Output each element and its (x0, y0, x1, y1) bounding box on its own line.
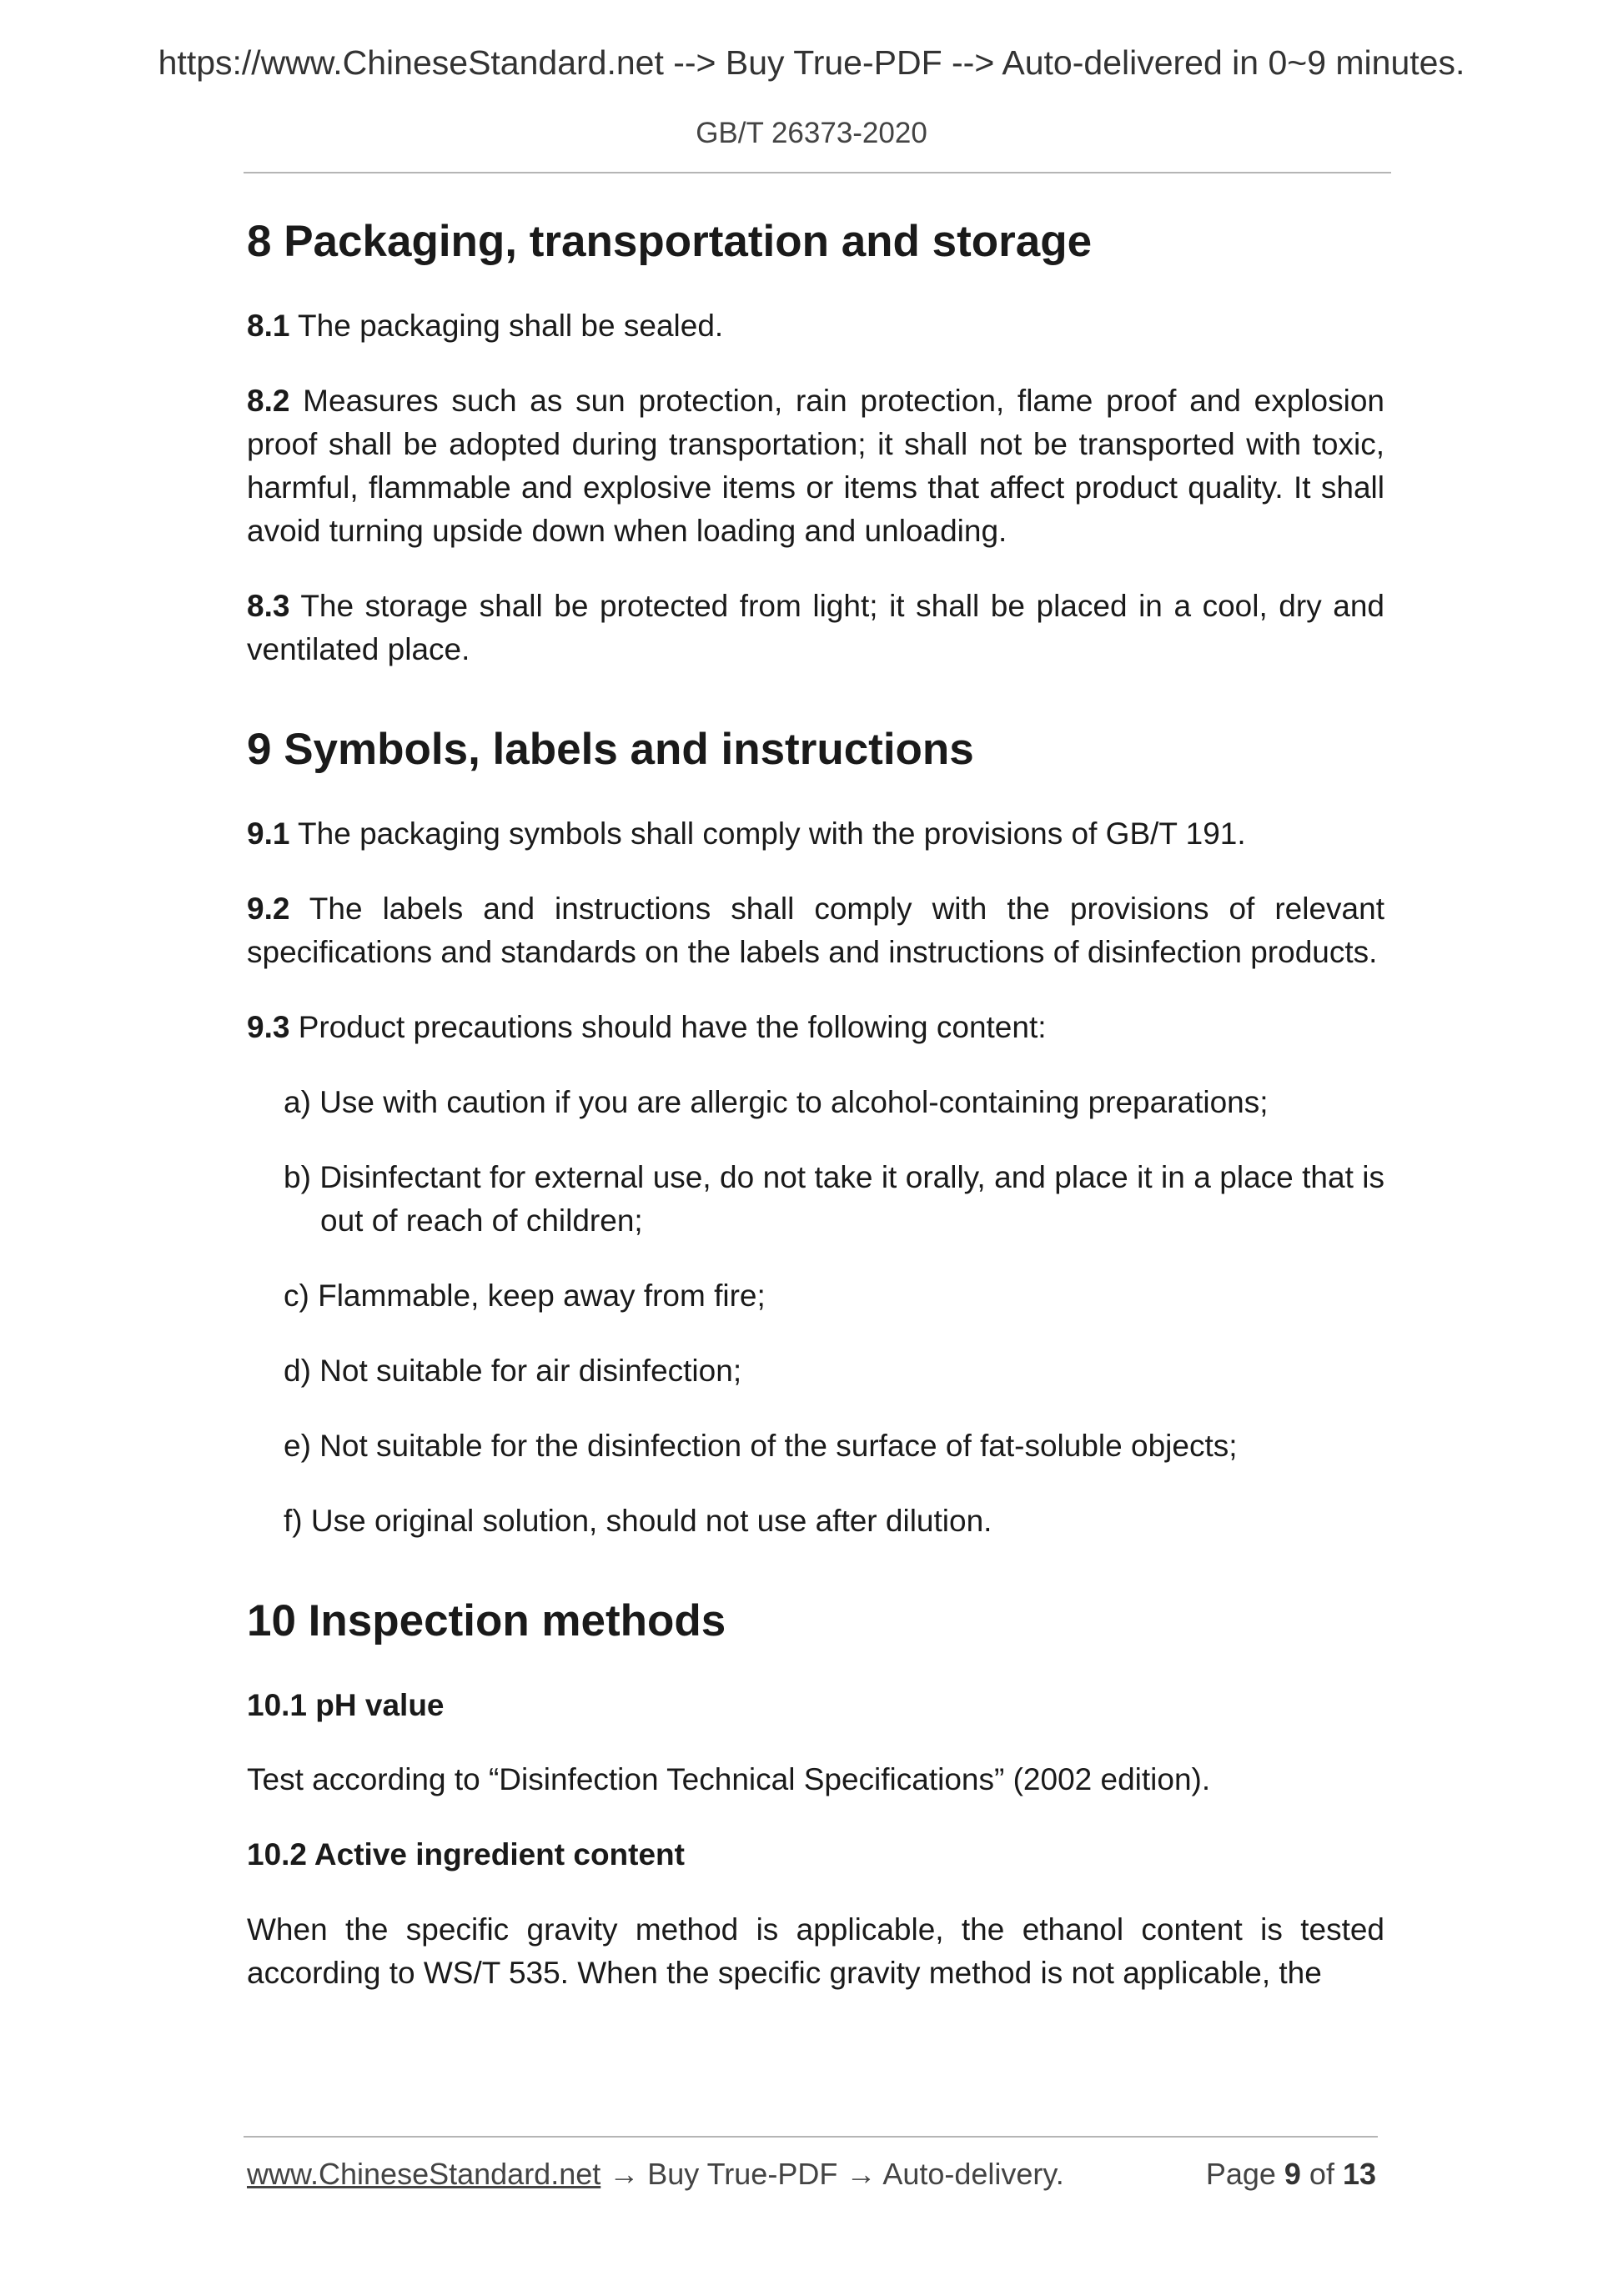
clause-number: 9.3 (247, 1009, 290, 1044)
clause-number: 8.3 (247, 588, 290, 623)
page-number (1206, 2157, 1376, 2192)
clause-number: 9.1 (247, 816, 290, 851)
clause-text: The packaging symbols shall comply with the provisions of GB/T 191. (289, 816, 1246, 851)
precaution-item-c: c) Flammable, keep away from fire; (284, 1278, 766, 1313)
clause-9-2 (247, 887, 1384, 974)
clause-text: Measures such as sun protection, rain protection, flame proof and explosion proof shall be adopted during transportation; it shall not be transported with toxic, harmful, flammable and explosive items or items that affect product quality. It shall avoid turning upside down when loading and unloading. (247, 383, 1384, 548)
page-footer (247, 2157, 1376, 2192)
section-9-title: 9 Symbols, labels and instructions (247, 724, 974, 774)
header-divider (244, 172, 1391, 173)
clause-8-1 (247, 304, 1384, 348)
total-pages: 13 (1342, 2157, 1376, 2191)
clause-9-3 (247, 1006, 1384, 1049)
section-8-title: 8 Packaging, transportation and storage (247, 217, 1093, 266)
page-label: Page (1205, 2157, 1284, 2191)
clause-8-2 (247, 379, 1384, 553)
document-body (247, 214, 1384, 1995)
precaution-item-a: a) Use with caution if you are allergic to alcohol-containing preparations; (284, 1084, 1269, 1119)
clause-number: 8.1 (247, 308, 290, 343)
footer-tagline: → Buy True-PDF → Auto-delivery. (600, 2157, 1064, 2191)
section-10-title: 10 Inspection methods (247, 1595, 726, 1645)
document-code: GB/T 26373-2020 (696, 117, 927, 149)
subsection-10-1-title: 10.1 pH value (247, 1687, 445, 1722)
clause-text: The storage shall be protected from light; it shall be placed in a cool, dry and ventilated place. (247, 588, 1384, 666)
clause-number: 8.2 (247, 383, 290, 418)
clause-number: 9.2 (247, 891, 290, 926)
subsection-10-2-title: 10.2 Active ingredient content (247, 1837, 685, 1872)
subsection-10-2-text: When the specific gravity method is applicable, the ethanol content is tested according to WS/T 535. When the specific gravity method is not applicable, the (247, 1912, 1384, 1991)
footer-divider (244, 2136, 1378, 2138)
clause-text: Product precautions should have the following content: (289, 1009, 1047, 1044)
subsection-10-1-text: Test according to “Disinfection Technical Specifications” (2002 edition). (247, 1762, 1211, 1797)
precaution-item-b: b) Disinfectant for external use, do not take it orally, and place it in a place that is out of reach of children; (284, 1159, 1384, 1238)
footer-website-link[interactable]: www.ChineseStandard.net (247, 2157, 601, 2191)
top-banner: https://www.ChineseStandard.net --> Buy True-PDF --> Auto-delivered in 0~9 minutes. (158, 43, 1465, 82)
clause-text: The labels and instructions shall comply with the provisions of relevant specifications and standards on the labels and instructions of disinfection products. (247, 891, 1384, 969)
precaution-item-e: e) Not suitable for the disinfection of the surface of fat-soluble objects; (284, 1428, 1238, 1463)
current-page: 9 (1284, 2157, 1301, 2191)
clause-text: The packaging shall be sealed. (289, 308, 724, 343)
precaution-item-d: d) Not suitable for air disinfection; (284, 1353, 742, 1388)
clause-9-1 (247, 812, 1384, 856)
precaution-item-f: f) Use original solution, should not use after dilution. (284, 1503, 992, 1538)
of-label: of (1300, 2157, 1343, 2191)
clause-8-3 (247, 585, 1384, 671)
